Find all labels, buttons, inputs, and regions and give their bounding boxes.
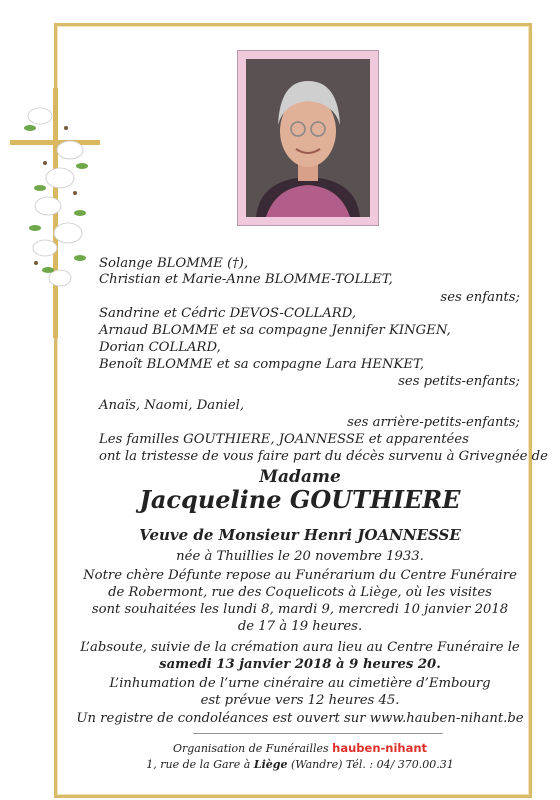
address-city: Liège <box>253 758 288 771</box>
birth-line: née à Thuillies le 20 novembre 1933. <box>176 549 424 564</box>
family-line: ont la tristesse de vous faire part du décès survenu à Grivegnée de <box>99 449 548 464</box>
details-line: est prévue vers 12 heures 45. <box>200 693 400 708</box>
footer-divider <box>193 733 443 734</box>
footer-organisation <box>60 741 540 755</box>
address-pre: 1, rue de la Gare à <box>146 758 251 771</box>
greatgrandchildren-label: ses arrière-petits-enfants; <box>347 415 520 430</box>
details-line: de Robermont, rue des Coquelicots à Liège, où les visites <box>108 585 492 600</box>
details-line: de 17 à 19 heures. <box>237 619 363 634</box>
details-line: Notre chère Défunte repose au Funérarium du Centre Funéraire <box>83 568 517 583</box>
family-line: Solange BLOMME (†), <box>99 256 249 271</box>
family-line: Dorian COLLARD, <box>99 340 221 355</box>
address-post: (Wandre) Tél. : 04/ 370.00.31 <box>290 758 454 771</box>
family-line: Anaïs, Naomi, Daniel, <box>99 398 245 413</box>
footer-address <box>60 758 540 771</box>
cross-with-flowers-icon <box>0 88 110 338</box>
widow-line: Veuve de Monsieur Henri JOANNESSE <box>139 526 461 544</box>
details-line: L’inhumation de l’urne cinéraire au cimetière d’Embourg <box>109 676 491 691</box>
family-line: Les familles GOUTHIERE, JOANNESSE et apparentées <box>99 432 469 447</box>
family-line: Sandrine et Cédric DEVOS-COLLARD, <box>99 306 357 321</box>
details-line: L’absoute, suivie de la crémation aura lieu au Centre Funéraire le <box>80 640 520 655</box>
condolences-line: Un registre de condoléances est ouvert sur www.hauben-nihant.be <box>76 711 524 726</box>
deceased-title: Madame <box>259 467 341 487</box>
deceased-name: Jacqueline GOUTHIERE <box>139 485 461 514</box>
grandchildren-label: ses petits-enfants; <box>398 374 520 389</box>
family-line: Arnaud BLOMME et sa compagne Jennifer KINGEN, <box>99 323 451 338</box>
org-label: Organisation de Funérailles <box>172 742 329 755</box>
portrait-photo <box>246 59 370 217</box>
children-label: ses enfants; <box>440 290 520 305</box>
details-line: sont souhaitées les lundi 8, mardi 9, mercredi 10 janvier 2018 <box>91 602 509 617</box>
portrait-frame <box>237 50 379 226</box>
brand-logo: hauben-nihant <box>332 741 428 755</box>
family-line: Benoît BLOMME et sa compagne Lara HENKET, <box>99 357 425 372</box>
family-line: Christian et Marie-Anne BLOMME-TOLLET, <box>99 272 393 287</box>
ceremony-date: samedi 13 janvier 2018 à 9 heures 20. <box>159 657 441 672</box>
